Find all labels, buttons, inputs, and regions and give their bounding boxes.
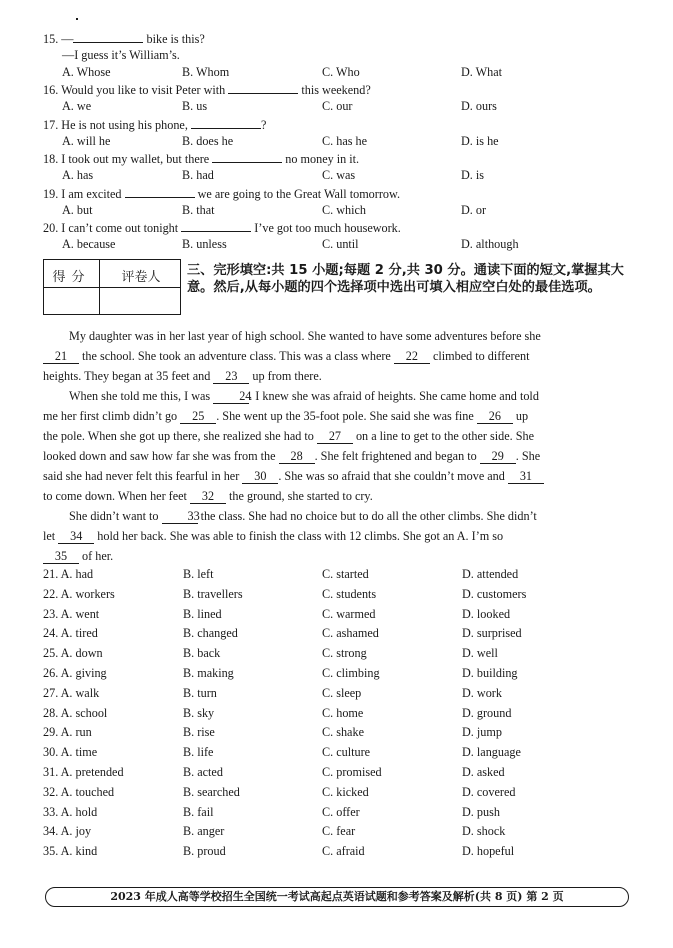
answer-blank xyxy=(125,185,195,198)
passage-text: let xyxy=(43,529,59,543)
cloze-option: C. offer xyxy=(322,804,360,819)
section-title: 三、完形填空:共 15 小题;每题 2 分,共 30 分。通读下面的短文,掌握其大意。然后,从每小题的四个选择项中选出可填入相应空白处的最佳选项。 xyxy=(187,263,624,295)
passage-line xyxy=(43,486,627,506)
passage-text: said she had never felt this fearful in her xyxy=(43,469,243,483)
passage-text: the school. She took an adventure class. This was a class where xyxy=(79,349,394,363)
cloze-option: B. fail xyxy=(183,804,214,819)
cloze-option: C. ashamed xyxy=(322,626,379,641)
question-16: 16. Would you like to visit Peter with this weekend? xyxy=(43,83,371,97)
cloze-option-a: 30. A. time xyxy=(43,745,98,760)
question-18: 18. I took out my wallet, but there no money in it. xyxy=(43,152,360,166)
passage-text: on a line to get to the other side. She xyxy=(352,429,534,443)
question-19: 19. I am excited we are going to the Great Wall tomorrow. xyxy=(43,187,401,201)
answer-blank xyxy=(191,116,261,129)
passage-text: the ground, she started to cry. xyxy=(226,489,373,503)
cloze-option-a: 29. A. run xyxy=(43,725,92,740)
passage-text: . She was so afraid that she couldn’t move and xyxy=(278,469,508,483)
cloze-blank: 29 xyxy=(480,449,516,464)
question-15: 15. — bike is this? xyxy=(43,32,205,46)
option: C. was xyxy=(322,168,356,182)
cloze-blank: 28 xyxy=(279,449,315,464)
cloze-option: C. warmed xyxy=(322,606,376,621)
question-20: 20. I can’t come out tonight I’ve got too much housework. xyxy=(43,221,401,235)
cloze-option: C. home xyxy=(322,705,364,720)
cloze-option: D. jump xyxy=(462,725,502,740)
grading-table xyxy=(43,259,181,315)
cloze-option: D. shock xyxy=(462,824,506,839)
cloze-blank: 34 xyxy=(58,529,94,544)
option: B. Whom xyxy=(182,65,230,79)
cloze-option-a: 33. A. hold xyxy=(43,804,98,819)
cloze-option: B. searched xyxy=(183,784,240,799)
cloze-option: B. life xyxy=(183,745,214,760)
option: A. Whose xyxy=(62,65,111,79)
cloze-option: D. attended xyxy=(462,567,519,581)
passage-text: . She xyxy=(515,449,541,463)
cloze-option: B. anger xyxy=(183,824,225,839)
passage-text: me her first climb didn’t go xyxy=(43,409,181,423)
answer-blank xyxy=(73,30,143,43)
passage-text: My daughter was in her last year of high school. She wanted to have some adventures before she xyxy=(69,329,541,343)
cloze-blank: 32 xyxy=(190,489,226,504)
passage-text: up xyxy=(512,409,529,423)
option: C. our xyxy=(322,99,353,113)
passage-text: . She felt frightened and began to xyxy=(314,449,480,463)
option: C. which xyxy=(322,203,367,217)
cloze-option: B. turn xyxy=(183,685,217,700)
cloze-option: C. kicked xyxy=(322,784,369,799)
cloze-option: D. language xyxy=(462,745,521,760)
cloze-option: D. asked xyxy=(462,765,505,779)
passage-line xyxy=(43,406,627,426)
passage-line xyxy=(43,546,627,566)
cloze-option: C. promised xyxy=(322,765,382,779)
grader-label: 评卷人 xyxy=(121,270,161,285)
page-footer: 2023 年成人高等学校招生全国统一考试高起点英语试题和参考答案及解析(共 8 页) 第 2 页 xyxy=(45,887,629,907)
cloze-option: C. sleep xyxy=(322,685,362,700)
passage-text: looked down and saw how far she was from the xyxy=(43,449,279,463)
option: D. or xyxy=(461,203,487,217)
answer-blank xyxy=(212,150,282,163)
cloze-option: D. ground xyxy=(462,705,512,720)
cloze-blank: 25 xyxy=(180,409,216,424)
passage-text: climbed to different xyxy=(429,349,530,363)
question-17: 17. He is not using his phone, ? xyxy=(43,118,267,132)
passage-text: She didn’t want to xyxy=(69,509,162,523)
cloze-blank: 35 xyxy=(43,549,79,564)
cloze-option: D. well xyxy=(462,646,498,661)
cloze-option-a: 32. A. touched xyxy=(43,784,115,799)
cloze-option-a: 23. A. went xyxy=(43,606,100,621)
passage-text: heights. They began at 35 feet and xyxy=(43,369,214,383)
cloze-blank: 26 xyxy=(477,409,513,424)
passage-line xyxy=(43,386,627,406)
cloze-option-a: 35. A. kind xyxy=(43,844,98,859)
cloze-option-a: 26. A. giving xyxy=(43,666,107,680)
cloze-blank: 22 xyxy=(394,349,430,364)
passage-line xyxy=(43,426,627,446)
passage-text: to come down. When her feet xyxy=(43,489,190,503)
option: D. ours xyxy=(461,99,497,113)
option: C. has he xyxy=(322,134,368,148)
question-15-reply: —I guess it’s William’s. xyxy=(62,48,180,62)
answer-blank xyxy=(181,219,251,232)
cloze-option: C. culture xyxy=(322,745,371,760)
cloze-option: D. surprised xyxy=(462,626,522,641)
cloze-option-a: 21. A. had xyxy=(43,567,94,581)
cloze-option: B. proud xyxy=(183,844,226,859)
option: B. does he xyxy=(182,134,234,148)
option: D. although xyxy=(461,237,519,251)
option: D. is xyxy=(461,168,485,182)
option: A. but xyxy=(62,203,93,217)
cloze-option: C. strong xyxy=(322,646,367,661)
passage-text: of her. xyxy=(79,549,114,563)
score-label: 得分 xyxy=(52,270,91,285)
cloze-option: D. hopeful xyxy=(462,844,515,859)
cloze-blank: 30 xyxy=(242,469,278,484)
cloze-option: C. started xyxy=(322,567,369,581)
passage-line xyxy=(43,466,627,486)
cloze-option: B. sky xyxy=(183,705,215,720)
cloze-option: D. push xyxy=(462,804,500,819)
cloze-passage xyxy=(43,326,627,566)
option: D. What xyxy=(461,65,503,79)
answer-blank xyxy=(228,81,298,94)
cloze-option: C. students xyxy=(322,586,377,601)
cloze-option: C. afraid xyxy=(322,844,365,859)
passage-line xyxy=(43,326,627,346)
passage-text: the pole. When she got up there, she realized she had to xyxy=(43,429,317,443)
cloze-option: B. back xyxy=(183,646,221,661)
passage-line xyxy=(43,366,627,386)
cloze-option: B. making xyxy=(183,666,234,680)
table-divider xyxy=(44,287,180,288)
cloze-option-a: 25. A. down xyxy=(43,646,103,661)
option: A. has xyxy=(62,168,94,182)
option: B. had xyxy=(182,168,214,182)
passage-line xyxy=(43,446,627,466)
cloze-blank: 31 xyxy=(508,469,544,484)
option: C. Who xyxy=(322,65,360,79)
cloze-option: D. customers xyxy=(462,586,527,601)
cloze-option: D. work xyxy=(462,685,502,700)
option: C. until xyxy=(322,237,359,251)
passage-text: . She went up the 35-foot pole. She said she was fine xyxy=(216,409,477,423)
cloze-option: B. rise xyxy=(183,725,215,740)
cloze-blank: 27 xyxy=(317,429,353,444)
option: A. will he xyxy=(62,134,111,148)
passage-text: the class. She had no choice but to do all the other climbs. She didn’t xyxy=(197,509,537,523)
cloze-blank: 33 xyxy=(162,509,198,524)
passage-line xyxy=(43,526,627,546)
cloze-option: B. changed xyxy=(183,626,238,641)
option: A. because xyxy=(62,237,116,251)
option: B. unless xyxy=(182,237,227,251)
cloze-blank: 24 xyxy=(213,389,249,404)
cloze-blank: 21 xyxy=(43,349,79,364)
passage-text: hold her back. She was able to finish the class with 12 climbs. She got an A. I’m so xyxy=(94,529,504,543)
cloze-option: D. covered xyxy=(462,784,516,799)
cloze-option: C. shake xyxy=(322,725,364,740)
cloze-option-a: 24. A. tired xyxy=(43,626,98,641)
passage-line xyxy=(43,346,627,366)
cloze-option: B. travellers xyxy=(183,586,243,601)
cloze-option-a: 27. A. walk xyxy=(43,685,100,700)
cloze-option: D. building xyxy=(462,666,518,680)
option: D. is he xyxy=(461,134,499,148)
cloze-option: B. left xyxy=(183,567,214,581)
option: B. us xyxy=(182,99,208,113)
passage-text: . I knew she was afraid of heights. She came home and told xyxy=(249,389,539,403)
cloze-blank: 23 xyxy=(213,369,249,384)
mark-dot xyxy=(76,18,78,20)
cloze-option-a: 34. A. joy xyxy=(43,824,92,839)
cloze-option: D. looked xyxy=(462,606,511,621)
cloze-option: C. fear xyxy=(322,824,356,839)
option: A. we xyxy=(62,99,92,113)
passage-text: When she told me this, I was xyxy=(69,389,214,403)
cloze-option: B. lined xyxy=(183,606,222,621)
cloze-option-a: 31. A. pretended xyxy=(43,765,124,779)
passage-text: up from there. xyxy=(249,369,322,383)
cloze-option: C. climbing xyxy=(322,666,380,680)
cloze-option-a: 28. A. school xyxy=(43,705,108,720)
cloze-option-a: 22. A. workers xyxy=(43,586,115,601)
option: B. that xyxy=(182,203,215,217)
cloze-option: B. acted xyxy=(183,765,223,779)
passage-line xyxy=(43,506,627,526)
